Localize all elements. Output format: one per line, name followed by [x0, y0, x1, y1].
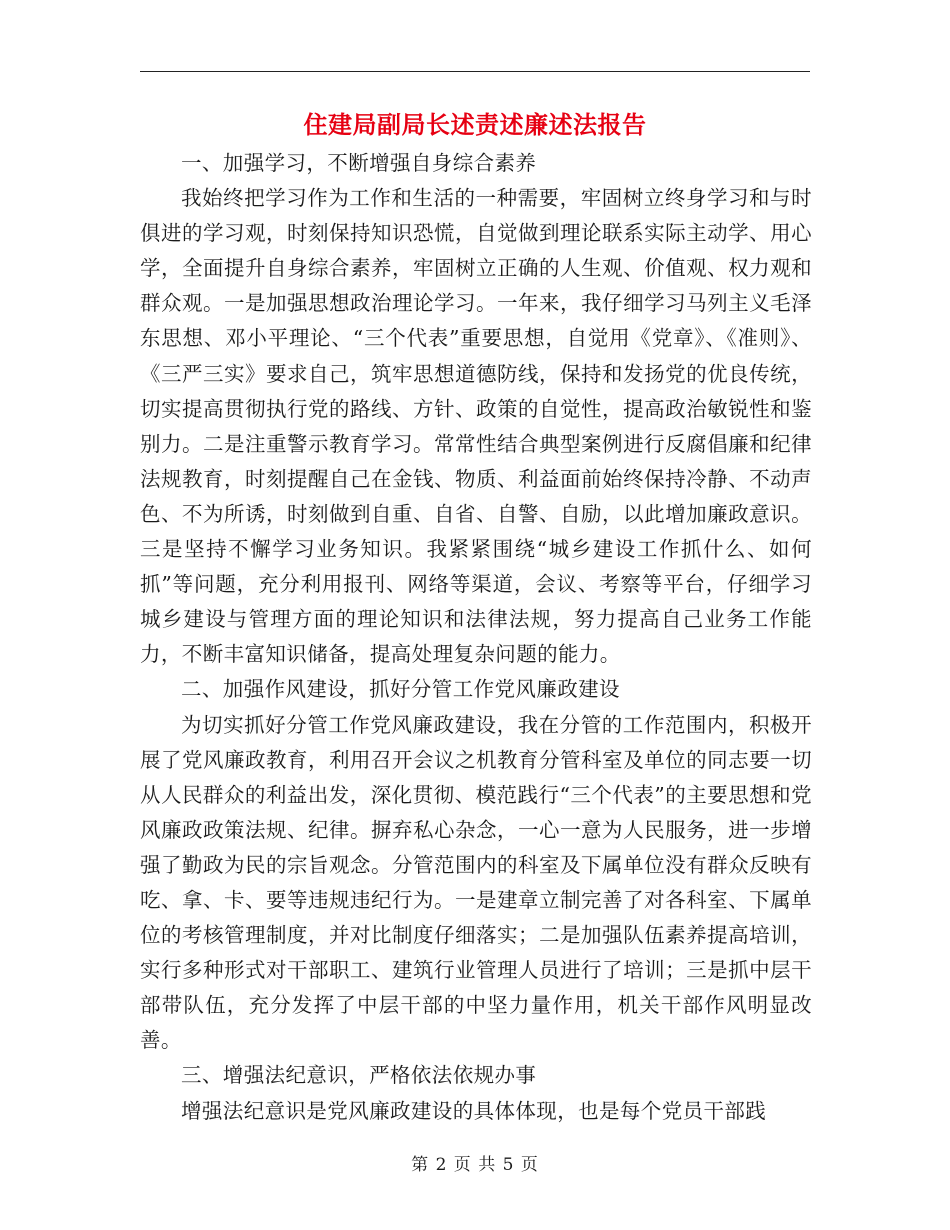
header-rule: [140, 71, 810, 72]
section-heading-2: 二、加强作风建设，抓好分管工作党风廉政建设: [181, 677, 620, 702]
footer-total-label: 共: [478, 1155, 497, 1175]
section-heading-3: 三、增强法纪意识，严格依法依规办事: [181, 1063, 537, 1088]
footer-page-label: 页: [453, 1155, 472, 1175]
document-body: [140, 146, 812, 1129]
page-footer: [140, 1153, 810, 1177]
footer-prefix: 第: [411, 1155, 430, 1175]
body-paragraph-1: 我始终把学习作为工作和生活的一种需要，牢固树立终身学习和与时俱进的学习观，时刻保持知识恐慌，自觉做到理论联系实际主动学、用心学，全面提升自身综合素养，牢固树立正确的人生观、价值观、权力观和群众观。一是加强思想政治理论学习。一年来，我仔细学习马列主义毛泽东思想、邓小平理论、“三个代表”重要思想，自觉用《党章》、《准则》、《三严三实》要求自己，筑牢思想道德防线，保持和发扬党的优良传统，切实提高贯彻执行党的路线、方针、政策的自觉性，提高政治敏锐性和鉴别力。二是注重警示教育学习。常常性结合典型案例进行反腐倡廉和纪律法规教育，时刻提醒自己在金钱、物质、利益面前始终保持冷静、不动声色、不为所诱，时刻做到自重、自省、自警、自励，以此增加廉政意识。三是坚持不懈学习业务知识。我紧紧围绕“城乡建设工作抓什么、如何抓”等问题，充分利用报刊、网络等渠道，会议、考察等平台，仔细学习城乡建设与管理方面的理论知识和法律法规，努力提高自己业务工作能力，不断丰富知识储备，提高处理复杂问题的能力。: [140, 186, 812, 667]
section-heading-1: 一、加强学习，不断增强自身综合素养: [181, 151, 537, 175]
document-title: 住建局副局长述责述廉述法报告: [303, 110, 647, 139]
footer-suffix: 页: [520, 1155, 539, 1175]
body-paragraph-2: 为切实抓好分管工作党风廉政建设，我在分管的工作范围内，积极开展了党风廉政教育，利用召开会议之机教育分管科室及单位的同志要一切从人民群众的利益出发，深化贯彻、模范践行“三个代表”的主要思想和党风廉政政策法规、纪律。摒弃私心杂念，一心一意为人民服务，进一步增强了勤政为民的宗旨观念。分管范围内的科室及下属单位没有群众反映有吃、拿、卡、要等违规违纪行为。一是建章立制完善了对各科室、下属单位的考核管理制度，并对比制度仔细落实；二是加强队伍素养提高培训，实行多种形式对干部职工、建筑行业管理人员进行了培训；三是抓中层干部带队伍，充分发挥了中层干部的中坚力量作用，机关干部作风明显改善。: [140, 712, 812, 1053]
body-paragraph-3: 增强法纪意识是党风廉政建设的具体体现，也是每个党员干部践: [181, 1098, 767, 1123]
footer-current-page: 2: [435, 1155, 448, 1175]
footer-total-pages: 5: [502, 1155, 515, 1175]
